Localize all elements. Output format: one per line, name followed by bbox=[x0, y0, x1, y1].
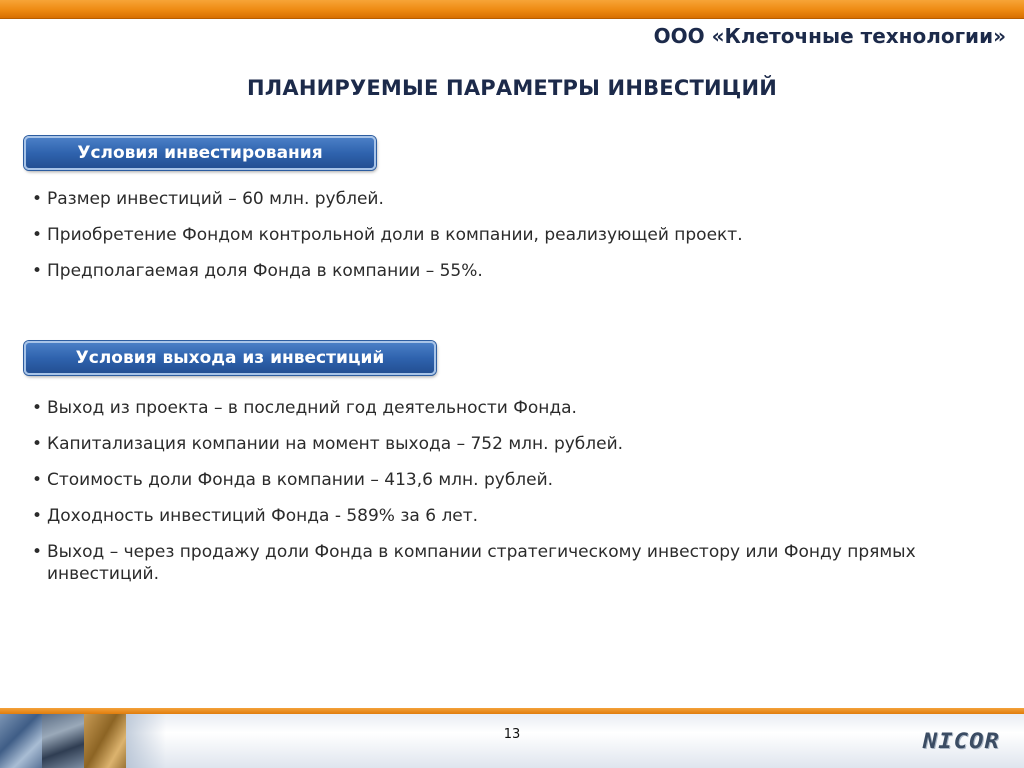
bullet-icon: • bbox=[32, 434, 43, 454]
bullet-icon: • bbox=[32, 189, 43, 209]
list-item-text: Выход – через продажу доли Фонда в компании стратегическому инвестору или Фонду прямых инвестиций. bbox=[47, 542, 916, 584]
section-header-investment-terms: Условия инвестирования bbox=[24, 136, 376, 170]
page-title: ПЛАНИРУЕМЫЕ ПАРАМЕТРЫ ИНВЕСТИЦИЙ bbox=[246, 76, 777, 100]
list-item bbox=[32, 188, 984, 210]
list-item bbox=[32, 469, 984, 491]
bullet-icon: • bbox=[32, 542, 43, 562]
list-item bbox=[32, 541, 984, 585]
section-header-exit-terms: Условия выхода из инвестиций bbox=[24, 341, 436, 375]
exit-terms-list bbox=[32, 397, 984, 599]
nicor-logo: NICOR bbox=[922, 728, 1000, 754]
list-item-text: Выход из проекта – в последний год деятельности Фонда. bbox=[47, 398, 577, 418]
list-item bbox=[32, 260, 984, 282]
list-item-text: Доходность инвестиций Фонда - 589% за 6 лет. bbox=[47, 506, 479, 526]
bullet-icon: • bbox=[32, 506, 43, 526]
company-name: ООО «Клеточные технологии» bbox=[653, 24, 1006, 48]
list-item-text: Приобретение Фондом контрольной доли в компании, реализующей проект. bbox=[47, 225, 743, 245]
list-item bbox=[32, 505, 984, 527]
bullet-icon: • bbox=[32, 470, 43, 490]
list-item-text: Размер инвестиций – 60 млн. рублей. bbox=[47, 189, 384, 209]
list-item-text: Капитализация компании на момент выхода – 752 млн. рублей. bbox=[47, 434, 624, 454]
bullet-icon: • bbox=[32, 261, 43, 281]
list-item bbox=[32, 433, 984, 455]
list-item-text: Стоимость доли Фонда в компании – 413,6 млн. рублей. bbox=[47, 470, 554, 490]
list-item bbox=[32, 224, 984, 246]
list-item-text: Предполагаемая доля Фонда в компании – 55%. bbox=[47, 261, 483, 281]
bullet-icon: • bbox=[32, 398, 43, 418]
list-item bbox=[32, 397, 984, 419]
top-accent-bar bbox=[0, 0, 1024, 19]
bullet-icon: • bbox=[32, 225, 43, 245]
page-number: 13 bbox=[503, 727, 521, 742]
investment-terms-list bbox=[32, 188, 984, 296]
